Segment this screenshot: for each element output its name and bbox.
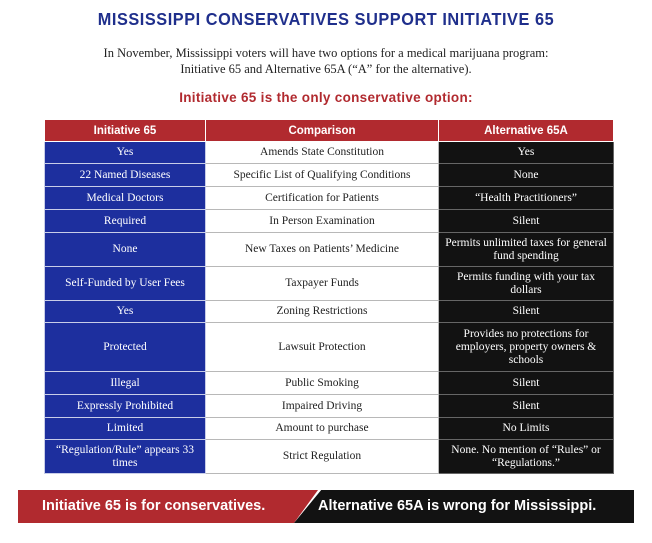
table-header-row <box>45 120 614 142</box>
comparison-cell: New Taxes on Patients’ Medicine <box>206 233 439 267</box>
intro-line-1: In November, Mississippi voters will have two options for a medical marijuana program: <box>103 46 549 60</box>
a65-cell: Permits funding with your tax dollars <box>439 267 614 301</box>
comparison-cell: Public Smoking <box>206 372 439 395</box>
banner-left-text: Initiative 65 is for conservatives. <box>42 498 266 514</box>
table-row <box>45 267 614 301</box>
comparison-cell: Strict Regulation <box>206 440 439 474</box>
a65-cell: Silent <box>439 395 614 418</box>
table-row <box>45 142 614 164</box>
table-row <box>45 164 614 187</box>
i65-cell: Yes <box>45 142 206 164</box>
comparison-cell: In Person Examination <box>206 210 439 233</box>
header-initiative-65: Initiative 65 <box>45 120 206 142</box>
a65-cell: Silent <box>439 301 614 323</box>
comparison-cell: Certification for Patients <box>206 187 439 210</box>
bottom-banner <box>18 490 634 523</box>
header-alternative-65a: Alternative 65A <box>439 120 614 142</box>
table-row <box>45 372 614 395</box>
comparison-cell: Amends State Constitution <box>206 142 439 164</box>
i65-cell: Medical Doctors <box>45 187 206 210</box>
a65-cell: Provides no protections for employers, property owners & schools <box>439 323 614 372</box>
comparison-cell: Specific List of Qualifying Conditions <box>206 164 439 187</box>
a65-cell: Silent <box>439 210 614 233</box>
table-row <box>45 323 614 372</box>
comparison-cell: Taxpayer Funds <box>206 267 439 301</box>
a65-cell: Yes <box>439 142 614 164</box>
table-row <box>45 210 614 233</box>
i65-cell: Expressly Prohibited <box>45 395 206 418</box>
intro-text <box>0 45 652 77</box>
a65-cell: “Health Practitioners” <box>439 187 614 210</box>
a65-cell: None <box>439 164 614 187</box>
a65-cell: No Limits <box>439 418 614 440</box>
banner-right-text: Alternative 65A is wrong for Mississippi. <box>318 498 597 514</box>
comparison-cell: Impaired Driving <box>206 395 439 418</box>
i65-cell: “Regulation/Rule” appears 33 times <box>45 440 206 474</box>
i65-cell: None <box>45 233 206 267</box>
i65-cell: Self-Funded by User Fees <box>45 267 206 301</box>
i65-cell: 22 Named Diseases <box>45 164 206 187</box>
i65-cell: Required <box>45 210 206 233</box>
comparison-cell: Zoning Restrictions <box>206 301 439 323</box>
i65-cell: Yes <box>45 301 206 323</box>
intro-line-2: Initiative 65 and Alternative 65A (“A” for the alternative). <box>180 62 472 76</box>
table-row <box>45 233 614 267</box>
i65-cell: Limited <box>45 418 206 440</box>
a65-cell: Permits unlimited taxes for general fund spending <box>439 233 614 267</box>
comparison-table <box>44 119 614 474</box>
comparison-cell: Amount to purchase <box>206 418 439 440</box>
table-row <box>45 301 614 323</box>
a65-cell: None. No mention of “Rules” or “Regulations.” <box>439 440 614 474</box>
comparison-cell: Lawsuit Protection <box>206 323 439 372</box>
i65-cell: Illegal <box>45 372 206 395</box>
table-row <box>45 418 614 440</box>
i65-cell: Protected <box>45 323 206 372</box>
header-comparison: Comparison <box>206 120 439 142</box>
table-row <box>45 440 614 474</box>
table-row <box>45 395 614 418</box>
a65-cell: Silent <box>439 372 614 395</box>
subheading: Initiative 65 is the only conservative option: <box>179 90 473 105</box>
page-title: MISSISSIPPI CONSERVATIVES SUPPORT INITIATIVE 65 <box>97 9 555 29</box>
table-row <box>45 187 614 210</box>
